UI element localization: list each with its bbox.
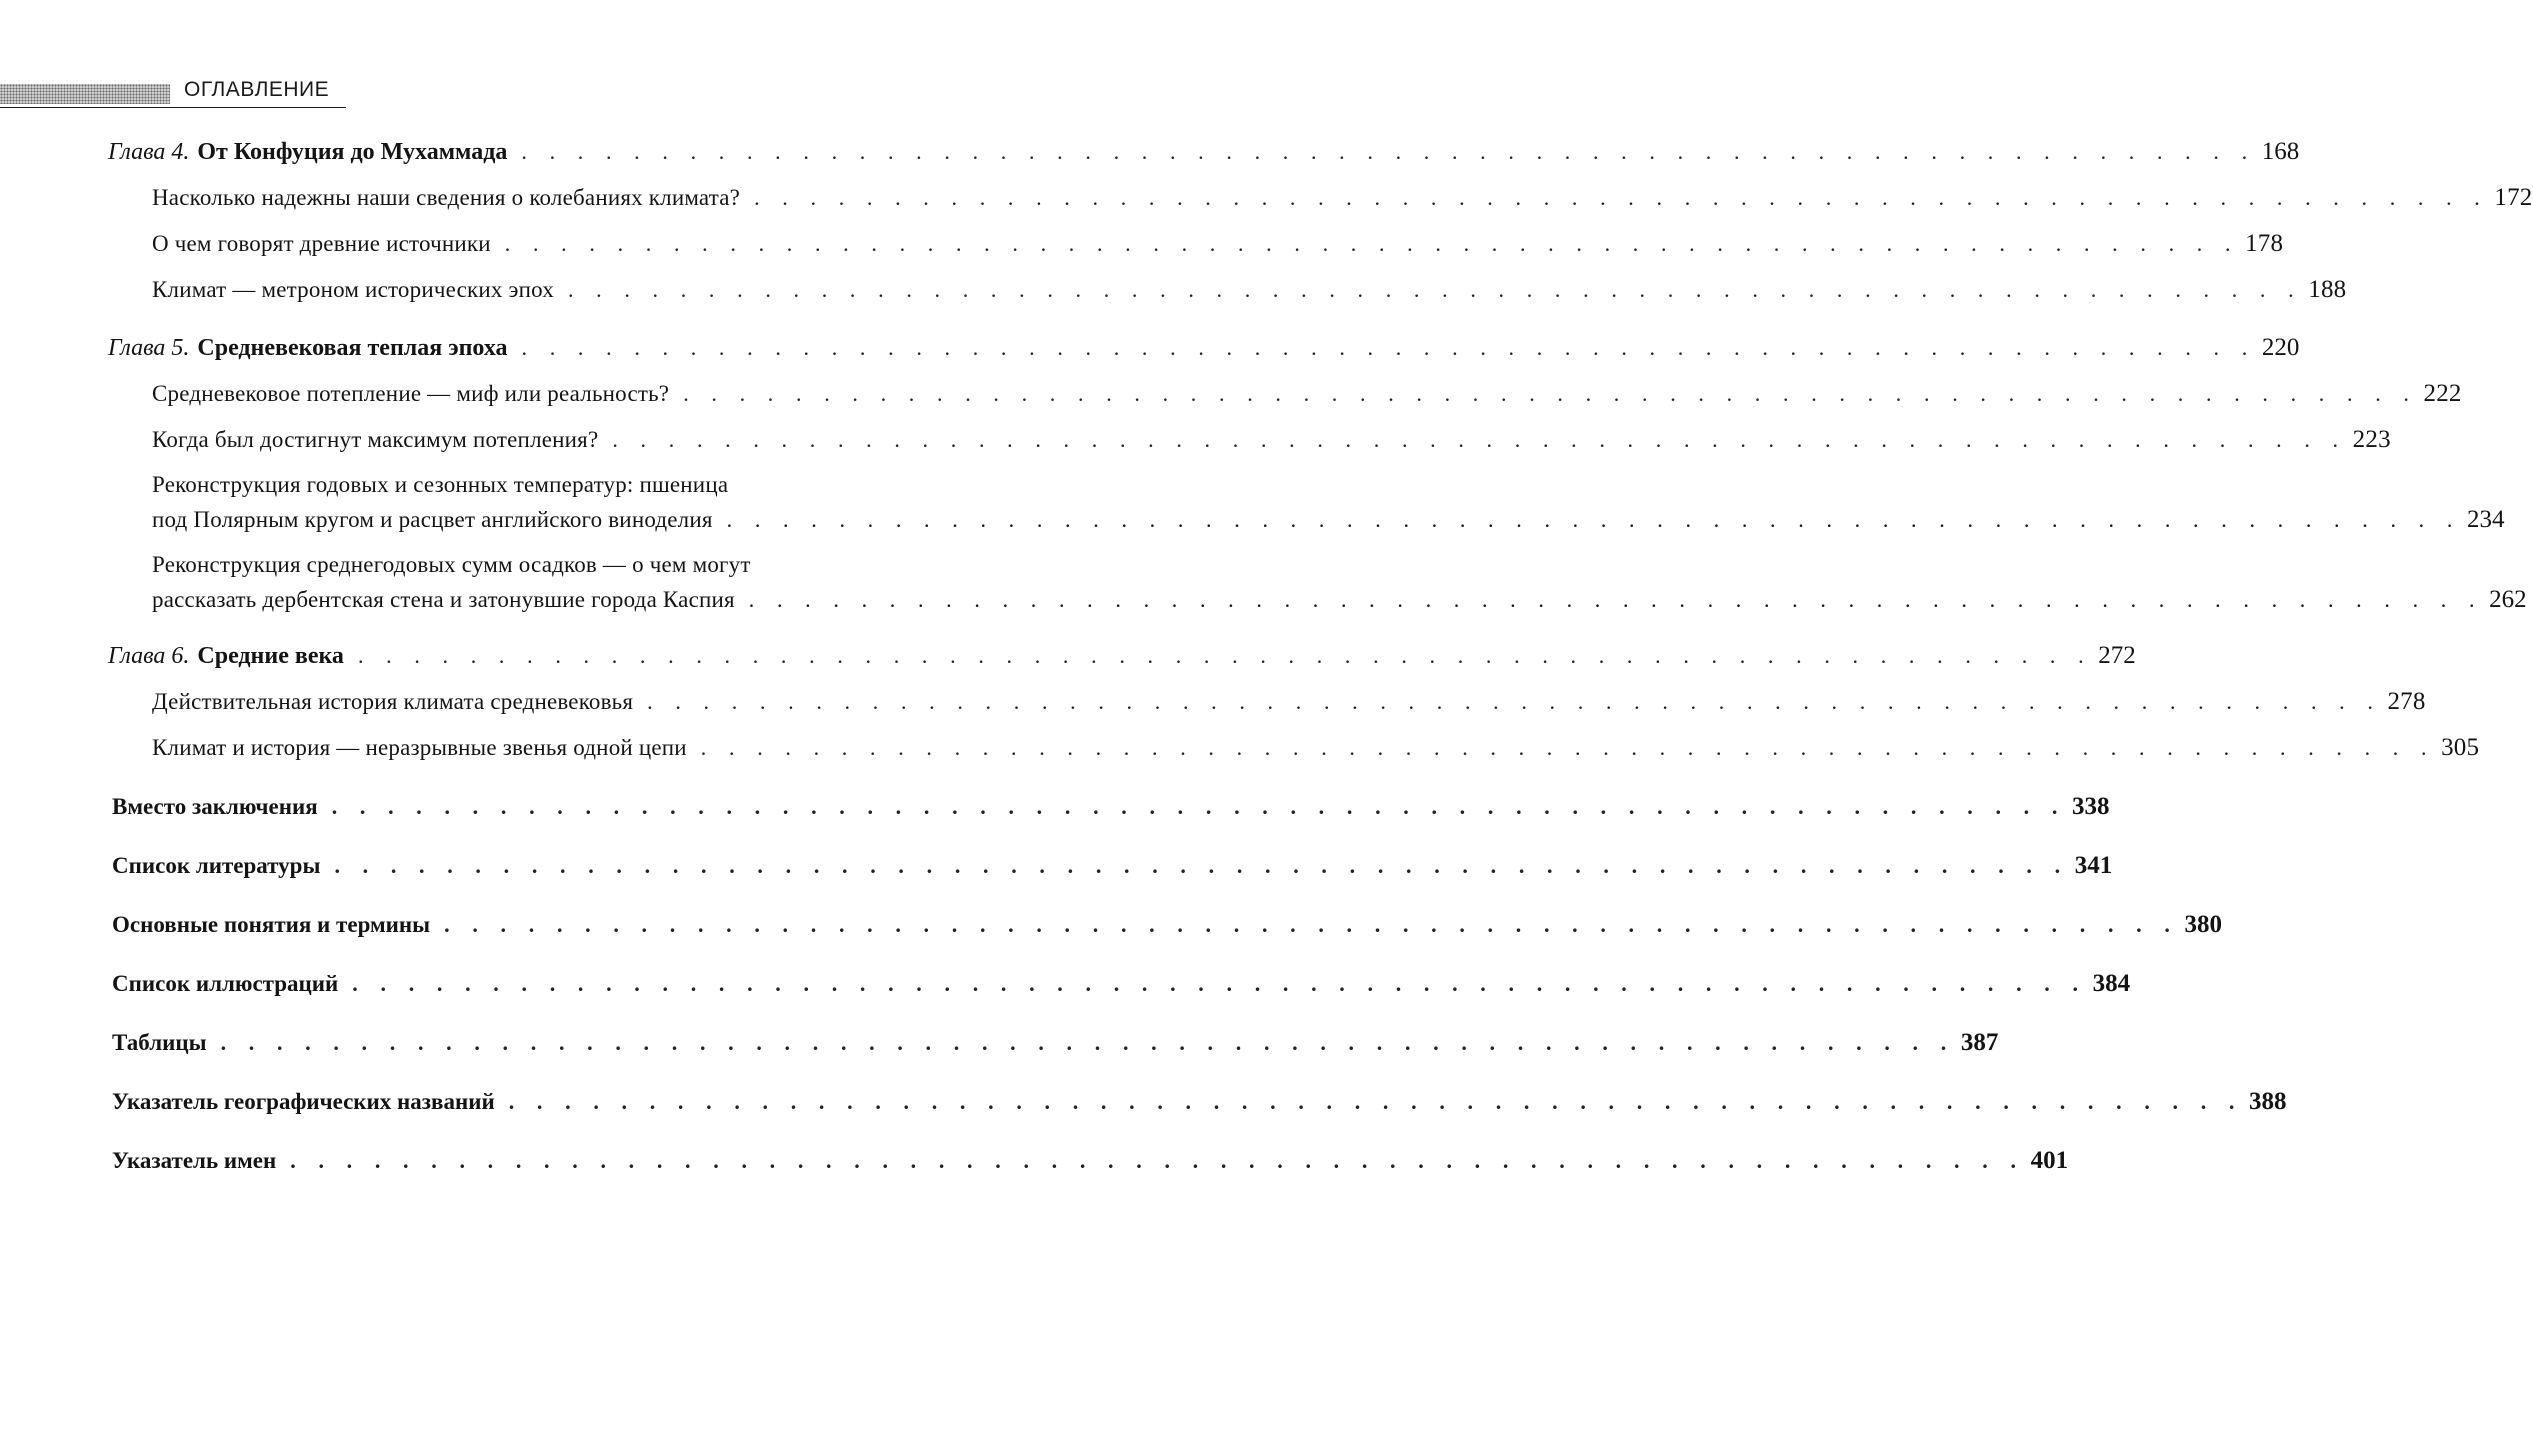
page-number: 341 xyxy=(2074,852,2113,879)
page-number: 278 xyxy=(2387,688,2426,715)
toc-section[interactable] xyxy=(152,276,2347,304)
toc-section[interactable] xyxy=(152,426,2391,454)
toc-section[interactable] xyxy=(152,230,2284,258)
page-number: 380 xyxy=(2184,911,2222,938)
dot-leader: . . . . . . . . . . . . . . . . . . . . . . . . . . . . . . . . . . . . . . . . . . . . . . . . . . . . . . . . . . . . . . xyxy=(726,507,2461,532)
toc-section[interactable] xyxy=(152,380,2462,408)
back-matter-title: Указатель имен xyxy=(112,1148,277,1173)
page-number: 172 xyxy=(2494,184,2533,211)
toc-section[interactable] xyxy=(152,688,2426,716)
page-number: 222 xyxy=(2423,380,2462,407)
toc-chapter-5[interactable] xyxy=(108,334,2300,362)
toc-back-matter[interactable] xyxy=(112,970,2131,998)
chapter-title: От Конфуция до Мухаммада xyxy=(197,139,508,165)
toc-back-matter[interactable] xyxy=(112,793,2110,821)
dot-leader: . . . . . . . . . . . . . . . . . . . . . . . . . . . . . . . . . . . . . . . . . . . . . . . . . . . . . . . . . . . . . . xyxy=(754,185,2489,210)
dot-leader: . . . . . . . . . . . . . . . . . . . . . . . . . . . . . . . . . . . . . . . . . . . . . . . . . . . . . . . . . . . . . . xyxy=(612,427,2347,452)
page-number: 338 xyxy=(2072,793,2110,820)
section-title: Насколько надежны наши сведения о колебаниях климата? xyxy=(152,185,741,210)
page-number: 168 xyxy=(2261,138,2300,165)
dot-leader: . . . . . . . . . . . . . . . . . . . . . . . . . . . . . . . . . . . . . . . . . . . . . . . . . . . . . . . . . . . . . . xyxy=(357,643,2093,668)
chapter-prefix: Глава 4. xyxy=(108,139,190,165)
section-title: Климат — метроном исторических эпох xyxy=(152,277,554,302)
toc-section-multiline[interactable] xyxy=(152,472,2505,534)
toc-back-matter[interactable] xyxy=(112,852,2113,880)
dot-leader: . . . . . . . . . . . . . . . . . . . . . . . . . . . . . . . . . . . . . . . . . . . . . . . . . . . . . . . . . . . . . . xyxy=(331,794,2066,819)
page-number: 188 xyxy=(2308,276,2347,303)
toc-chapter-4[interactable] xyxy=(108,138,2300,166)
page-number: 262 xyxy=(2489,586,2527,613)
header-title: ОГЛАВЛЕНИЕ xyxy=(184,78,330,101)
toc-section-multiline[interactable] xyxy=(152,552,2527,614)
chapter-prefix: Глава 6. xyxy=(108,643,190,669)
page-number: 384 xyxy=(2092,970,2131,997)
dot-leader: . . . . . . . . . . . . . . . . . . . . . . . . . . . . . . . . . . . . . . . . . . . . . . . . . . . . . . . . . . . . . . xyxy=(748,587,2484,612)
page-number: 272 xyxy=(2098,642,2136,669)
section-title: Климат и история — неразрывные звенья одной цепи xyxy=(152,735,687,760)
chapter-title: Средние века xyxy=(197,643,344,669)
toc-back-matter[interactable] xyxy=(112,1147,2069,1175)
section-title: Средневековое потепление — миф или реальность? xyxy=(152,381,670,406)
section-title-line-2: под Полярным кругом и расцвет английского виноделия xyxy=(152,507,713,532)
toc-back-matter[interactable] xyxy=(112,1088,2287,1116)
section-title: Когда был достигнут максимум потепления? xyxy=(152,427,599,452)
dot-leader: . . . . . . . . . . . . . . . . . . . . . . . . . . . . . . . . . . . . . . . . . . . . . . . . . . . . . . . . . . . . . . xyxy=(444,912,2179,937)
back-matter-title: Указатель географических названий xyxy=(112,1089,495,1114)
toc-back-matter[interactable] xyxy=(112,1029,1999,1057)
back-matter-title: Вместо заключения xyxy=(112,794,318,819)
section-title: Действительная история климата средневековья xyxy=(152,689,634,714)
section-title-line-2: рассказать дербентская стена и затонувшие города Каспия xyxy=(152,587,735,612)
toc-section[interactable] xyxy=(152,184,2533,212)
page-number: 234 xyxy=(2466,506,2505,533)
section-title-line-1: Реконструкция годовых и сезонных температур: пшеница xyxy=(152,472,729,497)
header-rule xyxy=(0,107,346,108)
dot-leader: . . . . . . . . . . . . . . . . . . . . . . . . . . . . . . . . . . . . . . . . . . . . . . . . . . . . . . . . . . . . . . xyxy=(700,735,2436,760)
toc-back-matter[interactable] xyxy=(112,911,2222,939)
dot-leader: . . . . . . . . . . . . . . . . . . . . . . . . . . . . . . . . . . . . . . . . . . . . . . . . . . . . . . . . . . . . . . xyxy=(521,335,2256,360)
section-title-line-1: Реконструкция среднегодовых сумм осадков — о чем могут xyxy=(152,552,751,577)
dot-leader: . . . . . . . . . . . . . . . . . . . . . . . . . . . . . . . . . . . . . . . . . . . . . . . . . . . . . . . . . . . . . . xyxy=(220,1030,1955,1055)
dot-leader: . . . . . . . . . . . . . . . . . . . . . . . . . . . . . . . . . . . . . . . . . . . . . . . . . . . . . . . . . . . . . . xyxy=(290,1148,2025,1173)
section-title: О чем говорят древние источники xyxy=(152,231,491,256)
page-number: 388 xyxy=(2249,1088,2287,1115)
running-header xyxy=(0,78,1000,108)
page-number: 220 xyxy=(2261,334,2300,361)
dot-leader: . . . . . . . . . . . . . . . . . . . . . . . . . . . . . . . . . . . . . . . . . . . . . . . . . . . . . . . . . . . . . . xyxy=(647,689,2382,714)
dot-leader: . . . . . . . . . . . . . . . . . . . . . . . . . . . . . . . . . . . . . . . . . . . . . . . . . . . . . . . . . . . . . . xyxy=(567,277,2303,302)
toc-chapter-6[interactable] xyxy=(108,642,2136,670)
dot-leader: . . . . . . . . . . . . . . . . . . . . . . . . . . . . . . . . . . . . . . . . . . . . . . . . . . . . . . . . . . . . . . xyxy=(352,971,2087,996)
toc-section[interactable] xyxy=(152,734,2480,762)
back-matter-title: Список иллюстраций xyxy=(112,971,339,996)
page-number: 305 xyxy=(2441,734,2480,761)
page-number: 387 xyxy=(1960,1029,1999,1056)
dot-leader: . . . . . . . . . . . . . . . . . . . . . . . . . . . . . . . . . . . . . . . . . . . . . . . . . . . . . . . . . . . . . . xyxy=(334,853,2069,878)
page-number: 401 xyxy=(2030,1147,2069,1174)
back-matter-title: Список литературы xyxy=(112,853,321,878)
page-number: 178 xyxy=(2245,230,2284,257)
dot-leader: . . . . . . . . . . . . . . . . . . . . . . . . . . . . . . . . . . . . . . . . . . . . . . . . . . . . . . . . . . . . . . xyxy=(508,1089,2244,1114)
chapter-title: Средневековая теплая эпоха xyxy=(197,335,508,361)
dot-leader: . . . . . . . . . . . . . . . . . . . . . . . . . . . . . . . . . . . . . . . . . . . . . . . . . . . . . . . . . . . . . . xyxy=(504,231,2240,256)
dot-leader: . . . . . . . . . . . . . . . . . . . . . . . . . . . . . . . . . . . . . . . . . . . . . . . . . . . . . . . . . . . . . . xyxy=(521,139,2256,164)
back-matter-title: Таблицы xyxy=(112,1030,207,1055)
dot-leader: . . . . . . . . . . . . . . . . . . . . . . . . . . . . . . . . . . . . . . . . . . . . . . . . . . . . . . . . . . . . . . xyxy=(683,381,2418,406)
header-dot-pattern xyxy=(0,84,170,104)
back-matter-title: Основные понятия и термины xyxy=(112,912,431,937)
chapter-prefix: Глава 5. xyxy=(108,335,190,361)
page-number: 223 xyxy=(2352,426,2391,453)
